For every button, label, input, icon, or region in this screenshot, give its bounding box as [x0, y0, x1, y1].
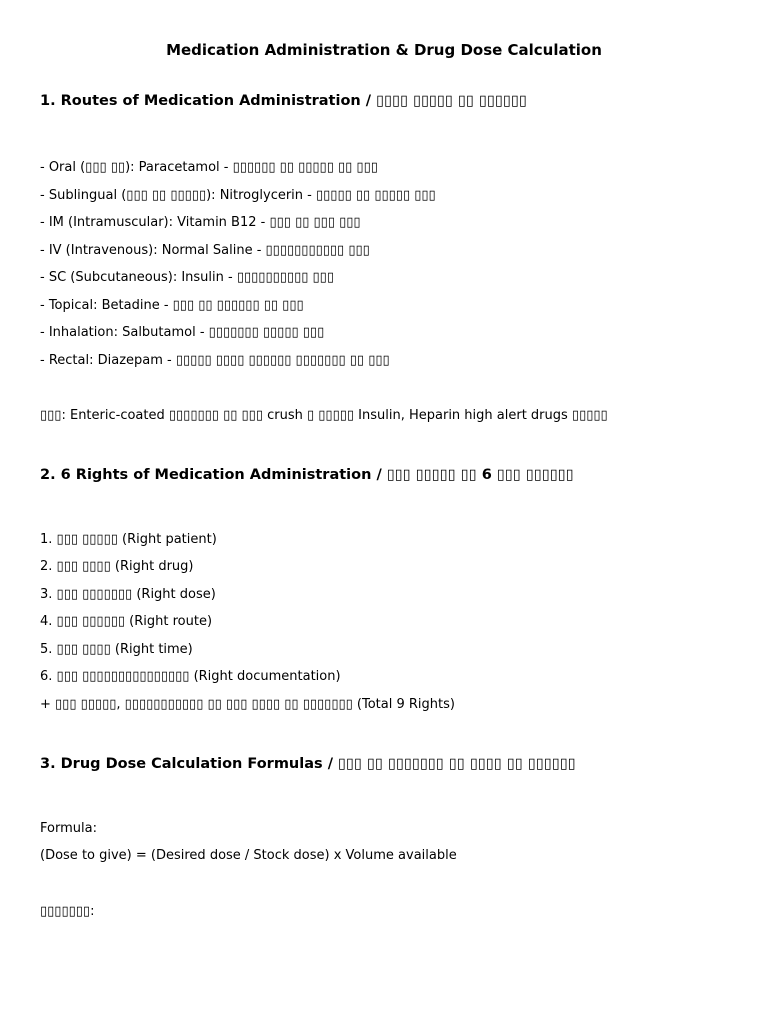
route-item-rectal: - Rectal: Diazepam - ▯▯▯▯▯ ▯▯▯▯ ▯▯▯▯▯▯ ▯▯▯▯▯▯▯ ▯▯ ▯▯▯ [40, 353, 390, 368]
formula-label: Formula: [40, 821, 97, 836]
right-item-drug: 2. ▯▯▯ ▯▯▯▯ (Right drug) [40, 559, 194, 574]
right-item-time: 5. ▯▯▯ ▯▯▯▯ (Right time) [40, 642, 193, 657]
route-item-iv: - IV (Intravenous): Normal Saline - ▯▯▯▯▯▯▯▯▯▯▯ ▯▯▯ [40, 243, 370, 258]
right-item-dose: 3. ▯▯▯ ▯▯▯▯▯▯▯ (Right dose) [40, 587, 216, 602]
right-item-route: 4. ▯▯▯ ▯▯▯▯▯▯ (Right route) [40, 614, 213, 629]
route-item-oral: - Oral (▯▯▯ ▯▯): Paracetamol - ▯▯▯▯▯▯ ▯▯ ▯▯▯▯▯ ▯▯ ▯▯▯ [40, 160, 378, 175]
right-item-documentation: 6. ▯▯▯ ▯▯▯▯▯▯▯▯▯▯▯▯▯▯▯ (Right documentation) [40, 669, 341, 684]
route-item-sublingual: - Sublingual (▯▯▯ ▯▯ ▯▯▯▯▯): Nitroglycerin - ▯▯▯▯▯ ▯▯ ▯▯▯▯▯ ▯▯▯ [40, 188, 436, 203]
route-item-inhalation: - Inhalation: Salbutamol - ▯▯▯▯▯▯▯ ▯▯▯▯▯ ▯▯▯ [40, 325, 325, 340]
section-rights-heading: 2. 6 Rights of Medication Administration / ▯▯▯ ▯▯▯▯▯ ▯▯ 6 ▯▯▯ ▯▯▯▯▯▯ [40, 467, 574, 483]
section-routes-heading: 1. Routes of Medication Administration / ▯▯▯▯ ▯▯▯▯▯ ▯▯ ▯▯▯▯▯▯ [40, 93, 527, 109]
formula-text: (Dose to give) = (Desired dose / Stock dose) x Volume available [40, 848, 457, 863]
route-item-topical: - Topical: Betadine - ▯▯▯ ▯▯ ▯▯▯▯▯▯ ▯▯ ▯▯▯ [40, 298, 304, 313]
document-title: Medication Administration & Drug Dose Calculation [166, 41, 602, 59]
route-item-im: - IM (Intramuscular): Vitamin B12 - ▯▯▯ ▯▯ ▯▯▯ ▯▯▯ [40, 215, 361, 230]
right-item-patient: 1. ▯▯▯ ▯▯▯▯▯ (Right patient) [40, 532, 217, 547]
route-item-sc: - SC (Subcutaneous): Insulin - ▯▯▯▯▯▯▯▯▯▯ ▯▯▯ [40, 270, 334, 285]
rights-total-note: + ▯▯▯ ▯▯▯▯▯, ▯▯▯▯▯▯▯▯▯▯▯ ▯▯ ▯▯▯ ▯▯▯▯ ▯▯ ▯▯▯▯▯▯▯ (Total 9 Rights) [40, 697, 455, 712]
example-label: ▯▯▯▯▯▯▯: [40, 904, 95, 919]
section-calculation-heading: 3. Drug Dose Calculation Formulas / ▯▯▯ ▯▯ ▯▯▯▯▯▯▯ ▯▯ ▯▯▯▯ ▯▯ ▯▯▯▯▯▯ [40, 756, 576, 772]
routes-note: ▯▯▯: Enteric-coated ▯▯▯▯▯▯▯ ▯▯ ▯▯▯ crush ▯ ▯▯▯▯▯ Insulin, Heparin high alert drugs ▯▯▯▯▯ [40, 408, 608, 423]
